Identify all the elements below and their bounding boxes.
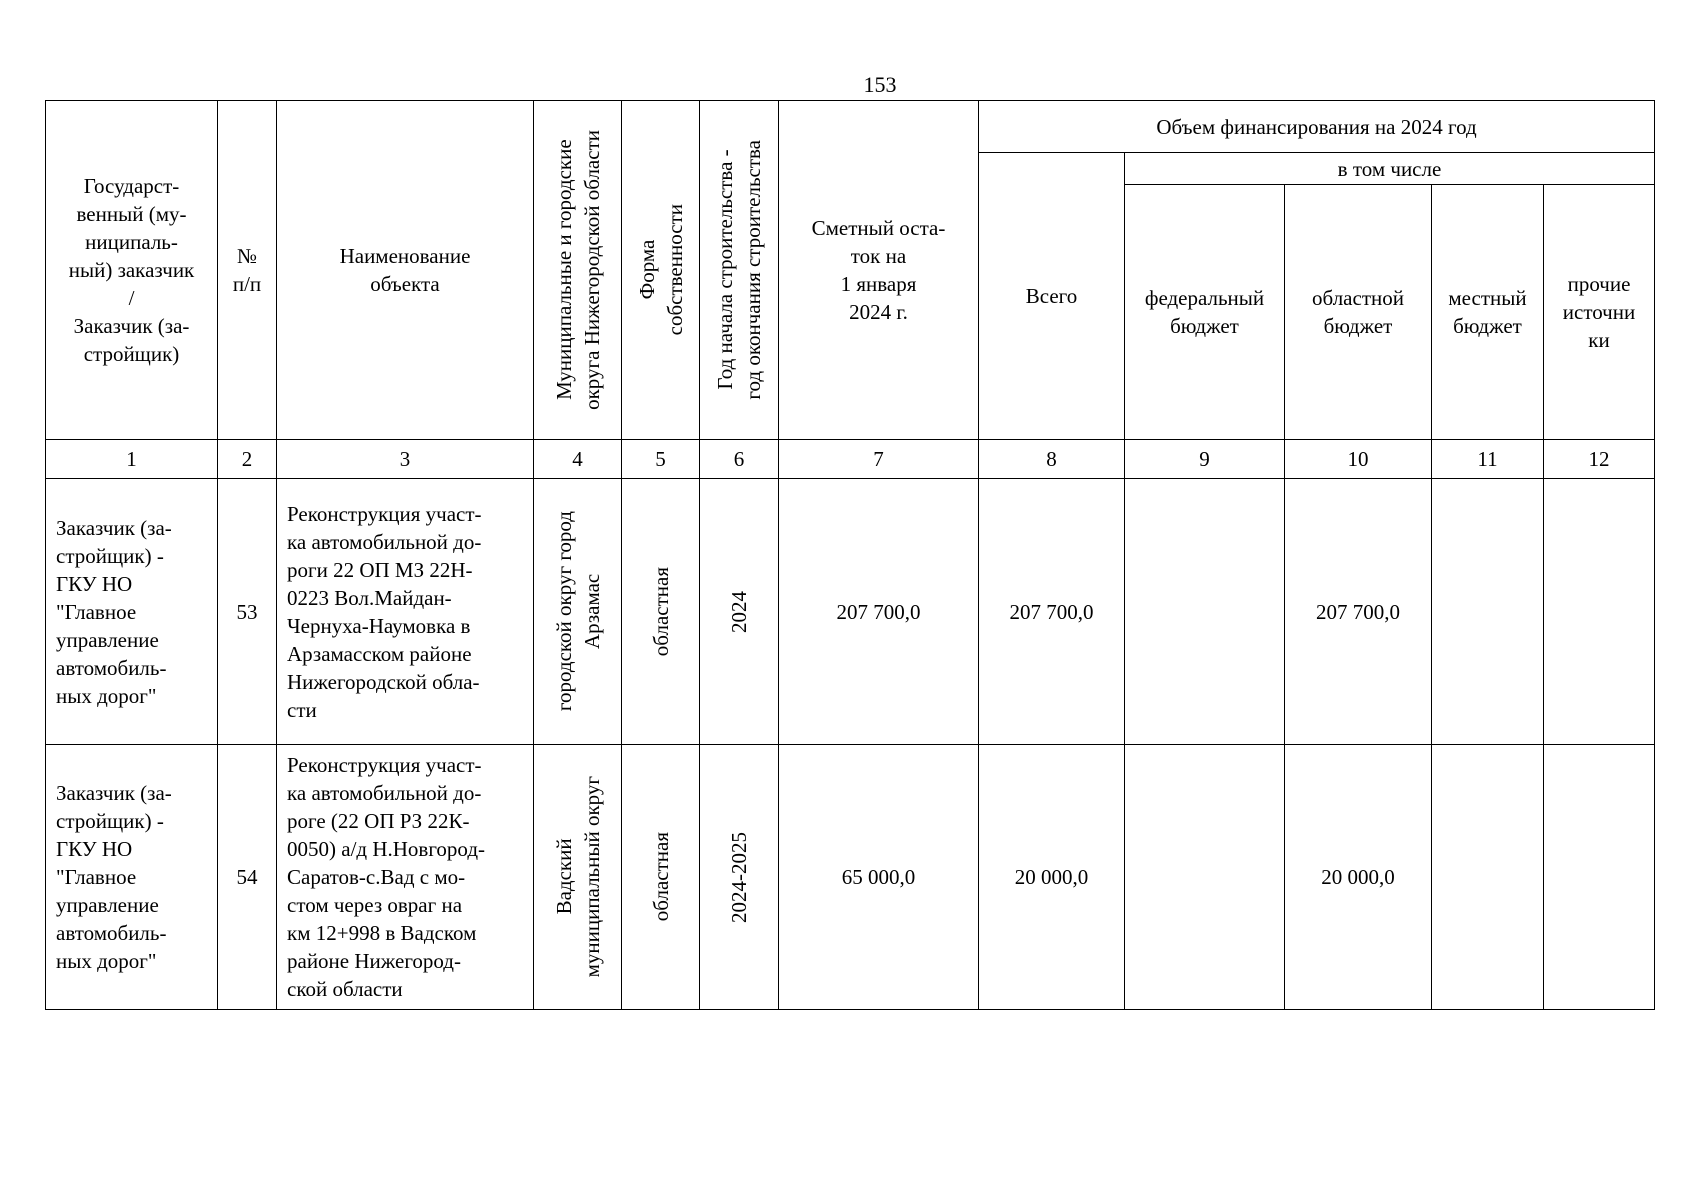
row-federal <box>1125 745 1285 1010</box>
row-number: 54 <box>218 745 277 1010</box>
row-customer: Заказчик (за- стройщик) - ГКУ НО "Главное управление автомобиль- ных дорог" <box>46 745 218 1010</box>
row-district: Вадский муниципальный округ <box>551 776 604 978</box>
row-other <box>1544 479 1655 745</box>
row-years: 2024-2025 <box>727 831 751 923</box>
row-estimate: 65 000,0 <box>779 745 979 1010</box>
column-number: 4 <box>534 440 622 479</box>
header-ownership-text: Форма собственности <box>634 204 687 336</box>
column-number-row <box>46 440 1655 479</box>
row-district-cell <box>534 479 622 745</box>
row-district-cell <box>534 745 622 1010</box>
row-object-name: Реконструкция участ- ка автомобильной до- роге (22 ОП РЗ 22К- 0050) а/д Н.Новгород- Саратов-с.Вад с мо- стом через овраг на км 12+998 в Вадском районе Нижегород- ской области <box>277 745 534 1010</box>
header-regional <box>1285 185 1432 440</box>
column-number: 5 <box>622 440 700 479</box>
header-customer-text: Государст- венный (му- ниципаль- ный) заказчик / Заказчик (за- стройщик) <box>68 174 195 366</box>
column-number: 8 <box>979 440 1125 479</box>
table-row <box>46 479 1655 745</box>
row-local <box>1432 745 1544 1010</box>
row-local <box>1432 479 1544 745</box>
header-estimate <box>779 101 979 440</box>
header-financing <box>979 101 1655 153</box>
header-estimate-text: Сметный оста- ток на 1 января 2024 г. <box>811 216 946 324</box>
row-regional: 207 700,0 <box>1285 479 1432 745</box>
row-district: городской округ город Арзамас <box>551 511 604 712</box>
financing-table <box>45 100 1655 1010</box>
header-customer <box>46 101 218 440</box>
header-local-text: местный бюджет <box>1448 286 1527 338</box>
header-including-text: в том числе <box>1337 156 1442 181</box>
row-regional: 20 000,0 <box>1285 745 1432 1010</box>
row-total: 207 700,0 <box>979 479 1125 745</box>
header-other <box>1544 185 1655 440</box>
column-number: 7 <box>779 440 979 479</box>
header-ownership <box>622 101 700 440</box>
header-other-text: прочие источни ки <box>1562 272 1636 352</box>
header-total-text: Всего <box>1025 284 1078 308</box>
row-years-cell <box>700 479 779 745</box>
row-ownership: областная <box>648 566 673 657</box>
header-federal-text: федеральный бюджет <box>1144 286 1265 338</box>
row-years: 2024 <box>727 590 751 633</box>
column-number: 2 <box>218 440 277 479</box>
row-total: 20 000,0 <box>979 745 1125 1010</box>
column-number: 1 <box>46 440 218 479</box>
header-including <box>1125 153 1655 185</box>
row-customer: Заказчик (за- стройщик) - ГКУ НО "Главное управление автомобиль- ных дорог" <box>46 479 218 745</box>
row-object-name: Реконструкция участ- ка автомобильной до- роги 22 ОП МЗ 22Н- 0223 Вол.Майдан- Чернуха-Наумовка в Арзамасском районе Нижегородской обла- сти <box>277 479 534 745</box>
header-local <box>1432 185 1544 440</box>
row-estimate: 207 700,0 <box>779 479 979 745</box>
header-district-text: Муниципальные и городские округа Нижегородской области <box>551 130 604 410</box>
column-number: 6 <box>700 440 779 479</box>
row-ownership: областная <box>648 832 673 922</box>
header-financing-text: Объем финансирования на 2024 год <box>1156 114 1477 139</box>
row-number: 53 <box>218 479 277 745</box>
column-number: 9 <box>1125 440 1285 479</box>
table-row <box>46 745 1655 1010</box>
column-number: 11 <box>1432 440 1544 479</box>
header-district <box>534 101 622 440</box>
column-number: 12 <box>1544 440 1655 479</box>
row-ownership-cell <box>622 745 700 1010</box>
header-object-name <box>277 101 534 440</box>
header-federal <box>1125 185 1285 440</box>
header-object-name-text: Наименование объекта <box>339 244 471 296</box>
header-number-text: № п/п <box>232 244 262 296</box>
column-number: 10 <box>1285 440 1432 479</box>
column-number: 3 <box>277 440 534 479</box>
row-ownership-cell <box>622 479 700 745</box>
header-number <box>218 101 277 440</box>
header-total <box>979 153 1125 440</box>
header-years <box>700 101 779 440</box>
page-number: 153 <box>863 72 897 97</box>
header-years-text: Год начала строительства - год окончания строительства <box>713 140 765 400</box>
header-regional-text: областной бюджет <box>1312 286 1404 338</box>
row-years-cell <box>700 745 779 1010</box>
row-federal <box>1125 479 1285 745</box>
row-other <box>1544 745 1655 1010</box>
